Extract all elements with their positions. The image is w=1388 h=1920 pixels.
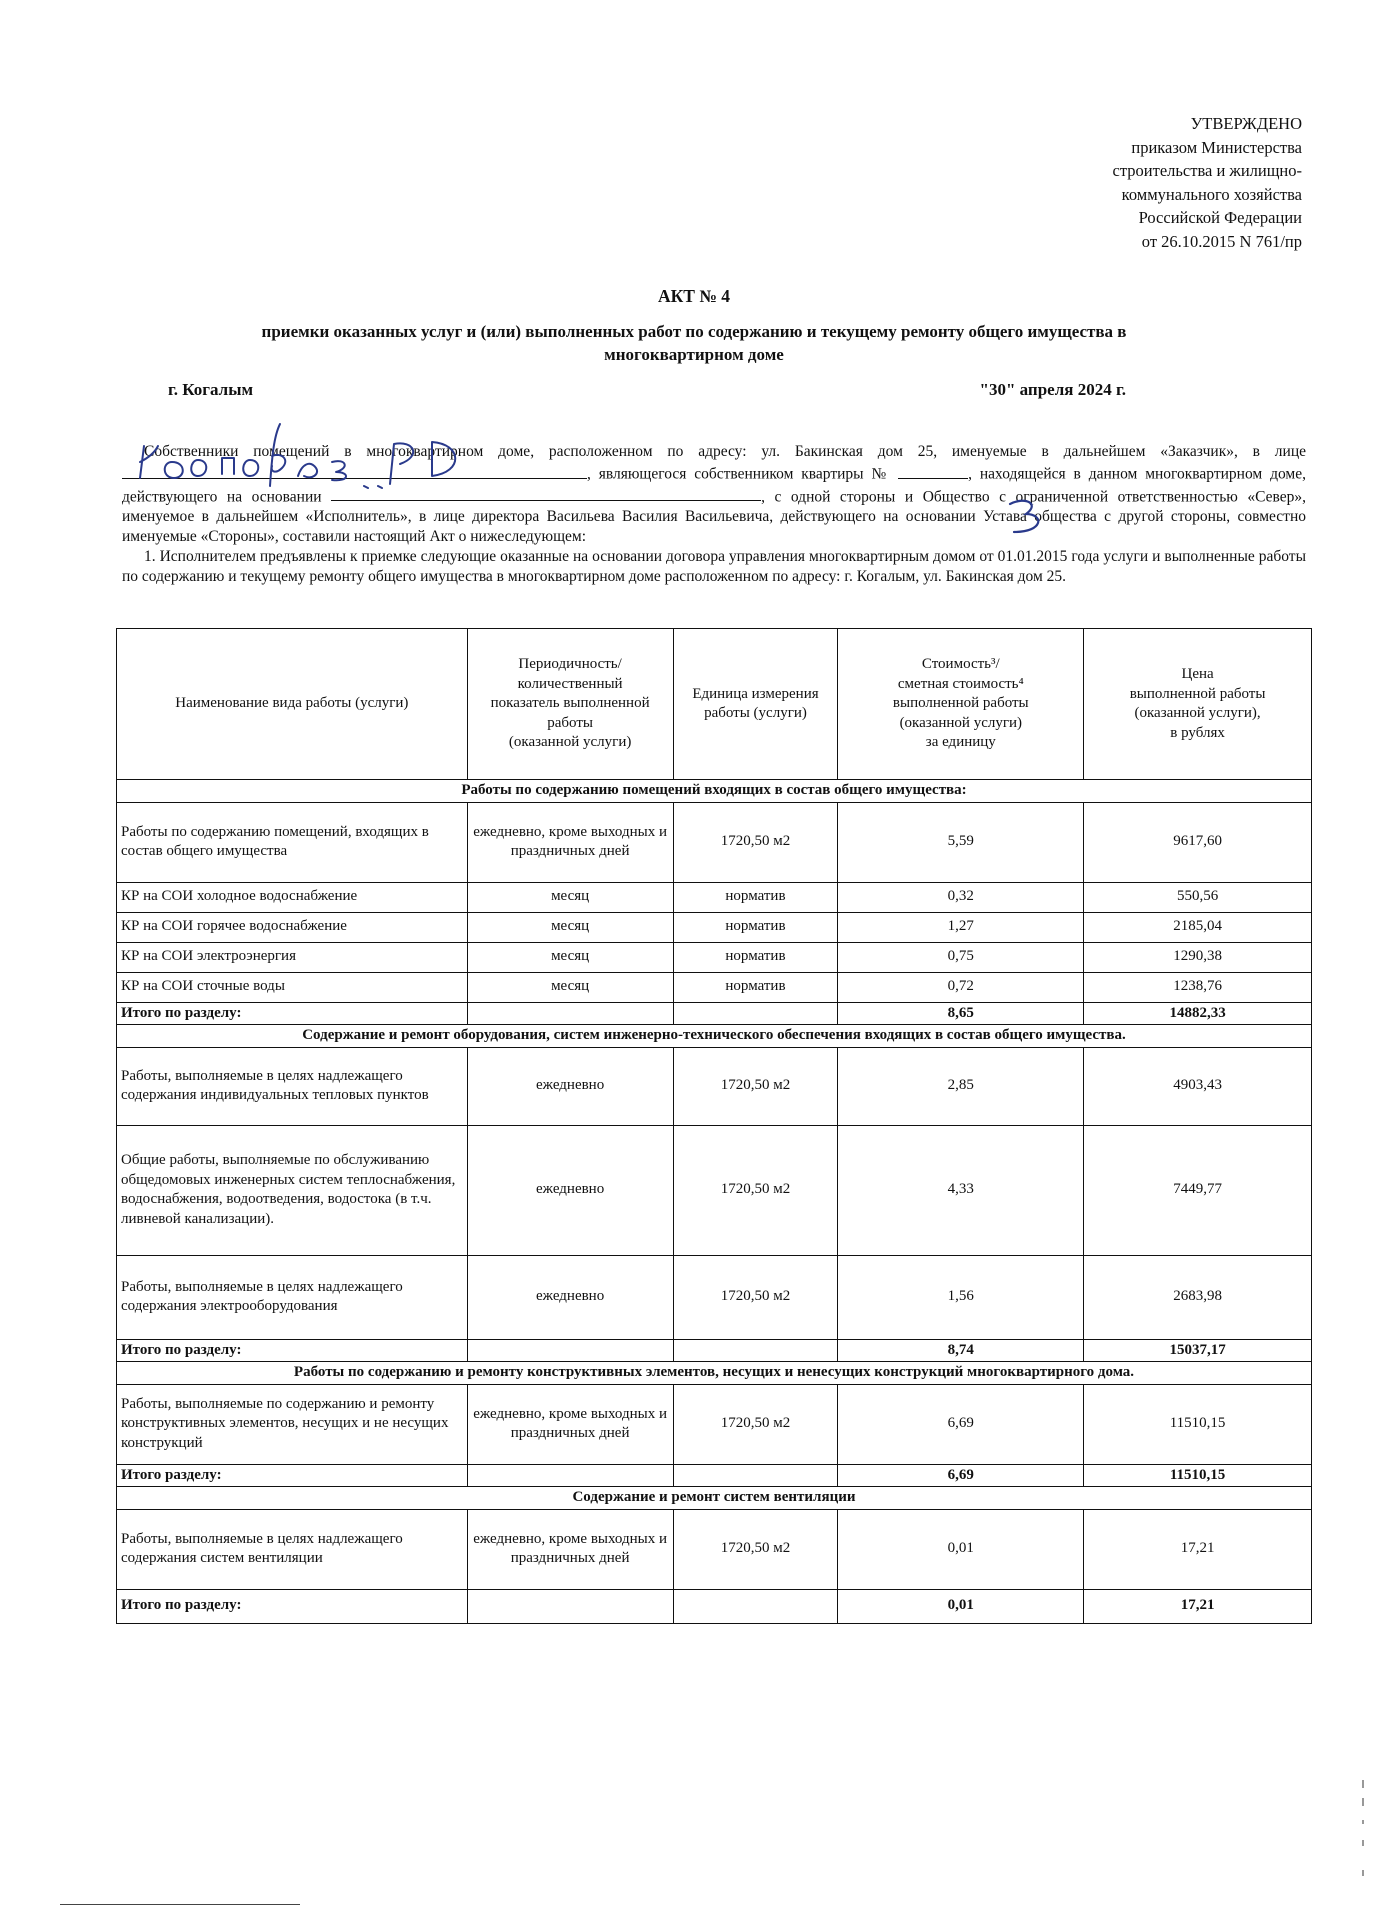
total-label: Итого по разделу: <box>117 1589 468 1623</box>
section-total-row <box>117 1002 1312 1025</box>
cell-unit: норматив <box>673 972 838 1002</box>
cell-unit: норматив <box>673 942 838 972</box>
cell-price: 9617,60 <box>1084 802 1312 882</box>
cell-period: месяц <box>467 972 673 1002</box>
scan-margin-marks <box>1360 1780 1366 1900</box>
cell-name: КР на СОИ холодное водоснабжение <box>117 882 468 912</box>
total-empty-cell <box>673 1464 838 1487</box>
section-title: Содержание и ремонт систем вентиляции <box>117 1487 1312 1510</box>
cell-price: 1238,76 <box>1084 972 1312 1002</box>
total-empty-cell <box>467 1589 673 1623</box>
cell-name: Работы, выполняемые в целях надлежащего содержания индивидуальных тепловых пунктов <box>117 1047 468 1125</box>
cell-cost: 0,75 <box>838 942 1084 972</box>
cell-cost: 1,27 <box>838 912 1084 942</box>
approval-line: от 26.10.2015 N 761/пр <box>1141 231 1302 251</box>
handwritten-signature <box>132 416 512 496</box>
section-header-row <box>117 1487 1312 1510</box>
cell-name: КР на СОИ горячее водоснабжение <box>117 912 468 942</box>
cell-period: месяц <box>467 882 673 912</box>
intro-paragraph: 1. Исполнителем предъявлены к приемке следующие оказанные на основании договора управления многоквартирным домом от 01.01.2015 года услуги и выполненные работы по содержанию и текущему ремонту общего имущества в многоквартирном доме расположенном по адресу: г. Когалым, ул. Бакинская дом 25. <box>122 548 1306 585</box>
works-table <box>116 628 1312 1624</box>
cell-name: КР на СОИ электроэнергия <box>117 942 468 972</box>
approval-line: строительства и жилищно- <box>1112 161 1302 180</box>
approval-line: Российской Федерации <box>1138 208 1302 227</box>
scan-edge-line <box>60 1904 300 1905</box>
act-subtitle-line: многоквартирном доме <box>604 345 784 364</box>
column-header-price: Цена выполненной работы (оказанной услуги), в рублях <box>1084 629 1312 780</box>
section-header-row <box>117 1362 1312 1385</box>
cell-period: месяц <box>467 912 673 942</box>
column-header-cost: Стоимость³/ сметная стоимость⁴ выполненной работы (оказанной услуги) за единицу <box>838 629 1084 780</box>
total-cost: 8,74 <box>838 1339 1084 1362</box>
cell-cost: 2,85 <box>838 1047 1084 1125</box>
table-row <box>117 972 1312 1002</box>
cell-cost: 1,56 <box>838 1255 1084 1339</box>
cell-unit: норматив <box>673 882 838 912</box>
intro-text-d: , с одной стороны и Общество с ограниченной ответственностью «Север», именуемое в дальнейшем «Исполнитель», в лице директора Васильева Василия Васильевича, действующего на основании Устава общества с другой стороны, совместно именуемые «Стороны», составили настоящий Акт о нижеследующем: <box>122 488 1307 545</box>
cell-unit: 1720,50 м2 <box>673 1255 838 1339</box>
act-subtitle-line: приемки оказанных услуг и (или) выполненных работ по содержанию и текущему ремонту общего имущества в <box>261 322 1127 341</box>
approval-stamp-block <box>1042 112 1302 253</box>
intro-text-b: , являющегося собственником квартиры № <box>587 465 891 483</box>
table-row <box>117 942 1312 972</box>
cell-period: ежедневно, кроме выходных и праздничных дней <box>467 1509 673 1589</box>
cell-unit: 1720,50 м2 <box>673 1384 838 1464</box>
cell-price: 2683,98 <box>1084 1255 1312 1339</box>
table-row <box>117 1255 1312 1339</box>
cell-price: 550,56 <box>1084 882 1312 912</box>
cell-cost: 5,59 <box>838 802 1084 882</box>
cell-price: 7449,77 <box>1084 1125 1312 1255</box>
section-title: Содержание и ремонт оборудования, систем инженерно-технического обеспечения входящих в состав общего имущества. <box>117 1025 1312 1048</box>
table-row <box>117 1047 1312 1125</box>
cell-price: 2185,04 <box>1084 912 1312 942</box>
total-empty-cell <box>673 1589 838 1623</box>
total-price: 17,21 <box>1084 1589 1312 1623</box>
total-label: Итого разделу: <box>117 1464 468 1487</box>
approval-line: коммунального хозяйства <box>1121 184 1302 204</box>
cell-price: 11510,15 <box>1084 1384 1312 1464</box>
cell-period: ежедневно, кроме выходных и праздничных дней <box>467 802 673 882</box>
cell-unit: 1720,50 м2 <box>673 1125 838 1255</box>
table-row <box>117 912 1312 942</box>
city: г. Когалым <box>168 380 254 399</box>
act-number: АКТ № 4 <box>657 286 731 306</box>
total-cost: 0,01 <box>838 1589 1084 1623</box>
handwritten-apartment-number <box>1000 496 1060 538</box>
section-total-row <box>117 1464 1312 1487</box>
intro-text-c: , находящейся в данном многоквартирном доме, действующего на основании <box>122 465 1306 505</box>
table-row <box>117 1509 1312 1589</box>
total-price: 15037,17 <box>1084 1339 1312 1362</box>
total-empty-cell <box>467 1339 673 1362</box>
cell-name: Работы, выполняемые в целях надлежащего содержания электрооборудования <box>117 1255 468 1339</box>
total-price: 14882,33 <box>1084 1002 1312 1025</box>
cell-price: 4903,43 <box>1084 1047 1312 1125</box>
section-title: Работы по содержанию и ремонту конструктивных элементов, несущих и ненесущих конструкций многоквартирного дома. <box>117 1362 1312 1385</box>
table-header-row <box>117 629 1312 780</box>
cell-price: 1290,38 <box>1084 942 1312 972</box>
table-row <box>117 882 1312 912</box>
cell-cost: 0,01 <box>838 1509 1084 1589</box>
act-date: "30" апреля 2024 г. <box>979 380 1126 399</box>
cell-period: ежедневно <box>467 1125 673 1255</box>
intro-text-a: Собственники помещений в многоквартирном доме, расположенном по адресу: ул. Бакинская дом 25, именуемые в дальнейшем «Заказчик», в лице <box>144 443 1306 460</box>
cell-unit: норматив <box>673 912 838 942</box>
total-label: Итого по разделу: <box>117 1002 468 1025</box>
approval-line: УТВЕРЖДЕНО <box>1190 114 1302 133</box>
total-label: Итого по разделу: <box>117 1339 468 1362</box>
total-empty-cell <box>467 1464 673 1487</box>
total-empty-cell <box>673 1339 838 1362</box>
column-header-name: Наименование вида работы (услуги) <box>117 629 468 780</box>
cell-name: КР на СОИ сточные воды <box>117 972 468 1002</box>
cell-name: Общие работы, выполняемые по обслуживанию общедомовых инженерных систем теплоснабжения, водоснабжения, водоотведения, водостока (в т.ч. ливневой канализации). <box>117 1125 468 1255</box>
cell-period: ежедневно <box>467 1047 673 1125</box>
cell-name: Работы, выполняемые в целях надлежащего содержания систем вентиляции <box>117 1509 468 1589</box>
column-header-period: Периодичность/ количественный показатель выполненной работы (оказанной услуги) <box>467 629 673 780</box>
approval-line: приказом Министерства <box>1131 137 1302 157</box>
cell-period: ежедневно <box>467 1255 673 1339</box>
section-total-row <box>117 1339 1312 1362</box>
total-empty-cell <box>467 1002 673 1025</box>
cell-name: Работы, выполняемые по содержанию и ремонту конструктивных элементов, несущих и не несущих конструкций <box>117 1384 468 1464</box>
cell-cost: 0,32 <box>838 882 1084 912</box>
total-cost: 6,69 <box>838 1464 1084 1487</box>
cell-cost: 4,33 <box>838 1125 1084 1255</box>
cell-unit: 1720,50 м2 <box>673 1509 838 1589</box>
cell-price: 17,21 <box>1084 1509 1312 1589</box>
total-price: 11510,15 <box>1084 1464 1312 1487</box>
cell-name: Работы по содержанию помещений, входящих в состав общего имущества <box>117 802 468 882</box>
section-title: Работы по содержанию помещений входящих в состав общего имущества: <box>117 780 1312 803</box>
cell-period: ежедневно, кроме выходных и праздничных дней <box>467 1384 673 1464</box>
total-cost: 8,65 <box>838 1002 1084 1025</box>
table-row <box>117 802 1312 882</box>
total-empty-cell <box>673 1002 838 1025</box>
section-header-row <box>117 780 1312 803</box>
apartment-number-blank <box>898 462 968 479</box>
column-header-unit: Единица измерения работы (услуги) <box>673 629 838 780</box>
cell-unit: 1720,50 м2 <box>673 1047 838 1125</box>
section-header-row <box>117 1025 1312 1048</box>
table-row <box>117 1384 1312 1464</box>
cell-unit: 1720,50 м2 <box>673 802 838 882</box>
act-subtitle <box>0 320 1388 366</box>
cell-cost: 6,69 <box>838 1384 1084 1464</box>
table-row <box>117 1125 1312 1255</box>
cell-period: месяц <box>467 942 673 972</box>
section-total-row <box>117 1589 1312 1623</box>
cell-cost: 0,72 <box>838 972 1084 1002</box>
